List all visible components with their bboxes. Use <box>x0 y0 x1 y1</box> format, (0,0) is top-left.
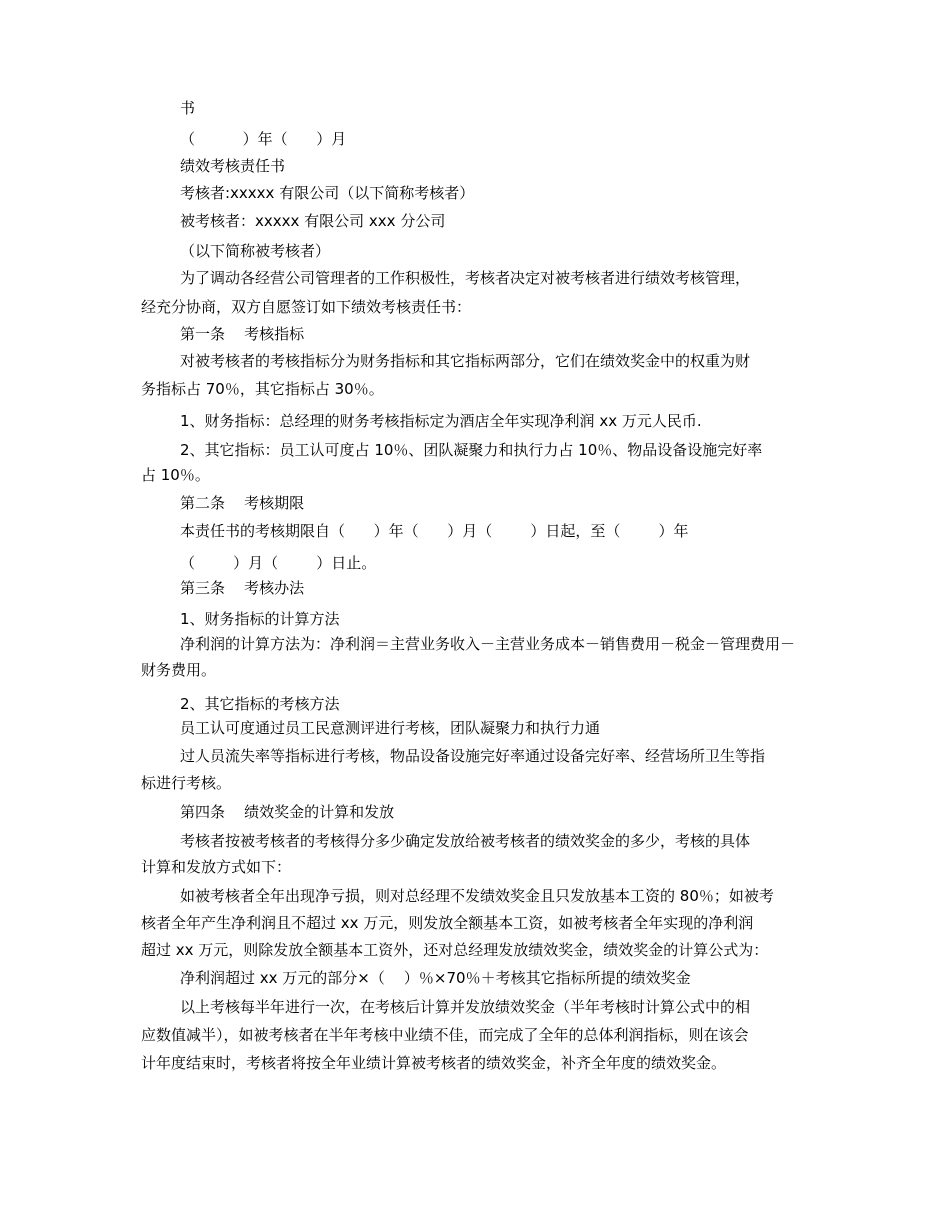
paragraph-line: 计算和发放方式如下： <box>141 858 292 876</box>
paragraph-line: 净利润的计算方法为：净利润＝主营业务收入－主营业务成本－销售费用－税金－管理费用－ <box>180 635 796 653</box>
paragraph-line: 员工认可度通过员工民意测评进行考核，团队凝聚力和执行力通 <box>180 719 601 737</box>
paragraph-line: 2、其它指标：员工认可度占 10％、团队凝聚力和执行力占 10％、物品设备设施完好率 <box>180 441 763 459</box>
section-heading: 第一条 考核指标 <box>180 325 305 343</box>
text-line: （以下简称被考核者） <box>180 242 331 260</box>
section-heading: 第三条 考核办法 <box>180 579 305 597</box>
paragraph-line: （ ）月（ ）日止。 <box>180 554 377 572</box>
paragraph-line: 应数值减半），如被考核者在半年考核中业绩不佳，而完成了全年的总体利润指标，则在该会 <box>141 1026 749 1044</box>
paragraph-line: 计年度结束时，考核者将按全年业绩计算被考核者的绩效奖金，补齐全年度的绩效奖金。 <box>141 1054 727 1072</box>
section-heading: 第四条 绩效奖金的计算和发放 <box>180 803 395 821</box>
paragraph-line: 过人员流失率等指标进行考核，物品设备设施完好率通过设备完好率、经营场所卫生等指 <box>180 747 766 765</box>
paragraph-line: 占 10％。 <box>141 466 210 484</box>
formula-line: 净利润超过 xx 万元的部分×（ ）％×70％＋考核其它指标所提的绩效奖金 <box>180 969 691 987</box>
paragraph-line: 务指标占 70％，其它指标占 30％。 <box>141 380 384 398</box>
paragraph-line: 对被考核者的考核指标分为财务指标和其它指标两部分，它们在绩效奖金中的权重为财 <box>180 352 751 370</box>
text-line: （ ）年（ ）月 <box>180 130 347 148</box>
document-title: 绩效考核责任书 <box>180 157 286 175</box>
paragraph-line: 本责任书的考核期限自（ ）年（ ）月（ ）日起，至（ ）年 <box>180 522 689 540</box>
paragraph-line: 以上考核每半年进行一次，在考核后计算并发放绩效奖金（半年考核时计算公式中的相 <box>180 998 751 1016</box>
paragraph-line: 超过 xx 万元，则除发放全额基本工资外，还对总经理发放绩效奖金，绩效奖金的计算公式为： <box>141 941 769 959</box>
text-line: 考核者:xxxxx 有限公司（以下简称考核者） <box>180 184 475 202</box>
paragraph-line: 经充分协商，双方自愿签订如下绩效考核责任书： <box>141 298 472 316</box>
text-line: 书 <box>180 99 196 117</box>
section-heading: 第二条 考核期限 <box>180 494 305 512</box>
paragraph-line: 为了调动各经营公司管理者的工作积极性，考核者决定对被考核者进行绩效考核管理， <box>180 269 751 287</box>
paragraph-line: 1、财务指标：总经理的财务考核指标定为酒店全年实现净利润 xx 万元人民币. <box>180 412 702 430</box>
paragraph-line: 2、其它指标的考核方法 <box>180 695 340 713</box>
paragraph-line: 1、财务指标的计算方法 <box>180 610 340 628</box>
paragraph-line: 核者全年产生净利润且不超过 xx 万元，则发放全额基本工资，如被考核者全年实现的净利润 <box>141 914 754 932</box>
paragraph-line: 财务费用。 <box>141 661 217 679</box>
text-line: 被考核者：xxxxx 有限公司 xxx 分公司 <box>180 212 446 230</box>
paragraph-line: 考核者按被考核者的考核得分多少确定发放给被考核者的绩效奖金的多少，考核的具体 <box>180 832 751 850</box>
paragraph-line: 标进行考核。 <box>141 774 232 792</box>
paragraph-line: 如被考核者全年出现净亏损，则对总经理不发绩效奖金且只发放基本工资的 80％；如被考 <box>180 887 774 905</box>
